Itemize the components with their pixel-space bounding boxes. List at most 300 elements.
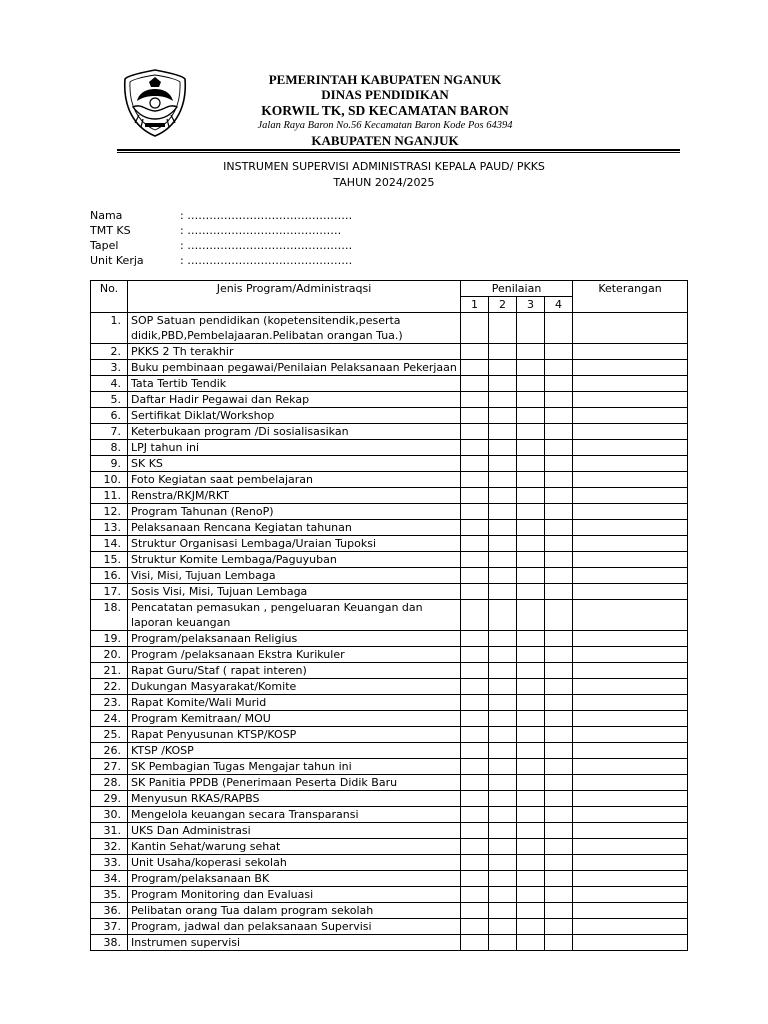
row-number: 12. <box>91 504 128 520</box>
table-row <box>91 313 688 344</box>
table-row <box>91 631 688 647</box>
score-cell-2[interactable] <box>489 568 517 584</box>
table-row <box>91 935 688 951</box>
score-cell-3[interactable] <box>517 695 545 711</box>
score-cell-1[interactable] <box>461 584 489 600</box>
row-program: Program/pelaksanaan Religius <box>128 631 461 647</box>
keterangan-cell[interactable] <box>573 807 688 823</box>
score-cell-2[interactable] <box>489 903 517 919</box>
row-program: Rapat Penyusunan KTSP/KOSP <box>128 727 461 743</box>
score-cell-2[interactable] <box>489 839 517 855</box>
table-row <box>91 344 688 360</box>
table-row <box>91 743 688 759</box>
score-cell-1[interactable] <box>461 456 489 472</box>
row-program: Sosis Visi, Misi, Tujuan Lembaga <box>128 584 461 600</box>
score-cell-1[interactable] <box>461 631 489 647</box>
keterangan-cell[interactable] <box>573 504 688 520</box>
score-cell-3[interactable] <box>517 919 545 935</box>
row-program: Struktur Organisasi Lembaga/Uraian Tupoksi <box>128 536 461 552</box>
score-cell-2[interactable] <box>489 791 517 807</box>
row-number: 5. <box>91 392 128 408</box>
table-row <box>91 552 688 568</box>
score-cell-3[interactable] <box>517 631 545 647</box>
row-program: Program Kemitraan/ MOU <box>128 711 461 727</box>
keterangan-cell[interactable] <box>573 600 688 631</box>
score-cell-2[interactable] <box>489 855 517 871</box>
row-number: 24. <box>91 711 128 727</box>
score-cell-4[interactable] <box>545 472 573 488</box>
score-cell-2[interactable] <box>489 584 517 600</box>
field-blank: : ……………………………………… <box>180 209 353 222</box>
row-number: 17. <box>91 584 128 600</box>
keterangan-cell[interactable] <box>573 791 688 807</box>
score-cell-1[interactable] <box>461 313 489 344</box>
score-cell-2[interactable] <box>489 679 517 695</box>
score-cell-1[interactable] <box>461 759 489 775</box>
table-header-row <box>91 281 688 297</box>
field-label: Unit Kerja <box>90 254 144 267</box>
score-cell-3[interactable] <box>517 536 545 552</box>
keterangan-cell[interactable] <box>573 392 688 408</box>
row-program: Menyusun RKAS/RAPBS <box>128 791 461 807</box>
row-number: 20. <box>91 647 128 663</box>
row-program: Pelibatan orang Tua dalam program sekolah <box>128 903 461 919</box>
score-cell-2[interactable] <box>489 695 517 711</box>
row-program: Dukungan Masyarakat/Komite <box>128 679 461 695</box>
row-number: 28. <box>91 775 128 791</box>
keterangan-cell[interactable] <box>573 775 688 791</box>
score-cell-1[interactable] <box>461 376 489 392</box>
table-row <box>91 647 688 663</box>
score-cell-4[interactable] <box>545 344 573 360</box>
score-cell-2[interactable] <box>489 935 517 951</box>
score-cell-2[interactable] <box>489 807 517 823</box>
score-cell-4[interactable] <box>545 775 573 791</box>
score-cell-2[interactable] <box>489 775 517 791</box>
score-cell-4[interactable] <box>545 631 573 647</box>
score-cell-2[interactable] <box>489 344 517 360</box>
row-program: Kantin Sehat/warung sehat <box>128 839 461 855</box>
table-row <box>91 424 688 440</box>
keterangan-cell[interactable] <box>573 488 688 504</box>
score-cell-1[interactable] <box>461 727 489 743</box>
table-row <box>91 504 688 520</box>
row-number: 8. <box>91 440 128 456</box>
score-cell-4[interactable] <box>545 313 573 344</box>
score-cell-4[interactable] <box>545 536 573 552</box>
row-number: 34. <box>91 871 128 887</box>
score-cell-3[interactable] <box>517 711 545 727</box>
score-cell-3[interactable] <box>517 791 545 807</box>
score-cell-2[interactable] <box>489 600 517 631</box>
score-cell-3[interactable] <box>517 775 545 791</box>
keterangan-cell[interactable] <box>573 376 688 392</box>
score-cell-1[interactable] <box>461 807 489 823</box>
document-year: TAHUN 2024/2025 <box>333 176 435 189</box>
letterhead <box>200 72 570 148</box>
score-cell-1[interactable] <box>461 408 489 424</box>
score-cell-4[interactable] <box>545 376 573 392</box>
score-cell-1[interactable] <box>461 903 489 919</box>
table-row <box>91 663 688 679</box>
keterangan-cell[interactable] <box>573 472 688 488</box>
field-nama <box>90 208 352 223</box>
row-program: Tata Tertib Tendik <box>128 376 461 392</box>
score-cell-2[interactable] <box>489 919 517 935</box>
score-cell-3[interactable] <box>517 360 545 376</box>
row-number: 25. <box>91 727 128 743</box>
table-row <box>91 408 688 424</box>
score-cell-1[interactable] <box>461 520 489 536</box>
score-cell-2[interactable] <box>489 631 517 647</box>
row-number: 30. <box>91 807 128 823</box>
score-cell-3[interactable] <box>517 903 545 919</box>
row-program: Program /pelaksanaan Ekstra Kurikuler <box>128 647 461 663</box>
score-cell-2[interactable] <box>489 488 517 504</box>
score-cell-4[interactable] <box>545 791 573 807</box>
score-cell-4[interactable] <box>545 759 573 775</box>
score-cell-2[interactable] <box>489 663 517 679</box>
row-program: Foto Kegiatan saat pembelajaran <box>128 472 461 488</box>
header-keterangan: Keterangan <box>573 281 688 313</box>
score-cell-3[interactable] <box>517 424 545 440</box>
table-row <box>91 711 688 727</box>
score-cell-3[interactable] <box>517 344 545 360</box>
score-cell-3[interactable] <box>517 855 545 871</box>
score-cell-2[interactable] <box>489 472 517 488</box>
table-row <box>91 775 688 791</box>
keterangan-cell[interactable] <box>573 584 688 600</box>
row-program: Sertifikat Diklat/Workshop <box>128 408 461 424</box>
score-cell-2[interactable] <box>489 440 517 456</box>
row-number: 18. <box>91 600 128 631</box>
row-program: SOP Satuan pendidikan (kopetensitendik,peserta didik,PBD,Pembelajaaran.Pelibatan orangan Tua.) <box>128 313 461 344</box>
row-program: Unit Usaha/koperasi sekolah <box>128 855 461 871</box>
score-cell-4[interactable] <box>545 408 573 424</box>
table-body <box>91 313 688 951</box>
keterangan-cell[interactable] <box>573 313 688 344</box>
score-cell-4[interactable] <box>545 360 573 376</box>
keterangan-cell[interactable] <box>573 679 688 695</box>
row-program: Program/pelaksanaan BK <box>128 871 461 887</box>
letterhead-address: Jalan Raya Baron No.56 Kecamatan Baron Kode Pos 64394 <box>257 120 513 131</box>
row-program: Program Monitoring dan Evaluasi <box>128 887 461 903</box>
score-cell-1[interactable] <box>461 552 489 568</box>
score-cell-4[interactable] <box>545 903 573 919</box>
score-cell-1[interactable] <box>461 871 489 887</box>
score-cell-3[interactable] <box>517 313 545 344</box>
score-cell-2[interactable] <box>489 456 517 472</box>
score-cell-3[interactable] <box>517 839 545 855</box>
score-cell-2[interactable] <box>489 424 517 440</box>
row-number: 6. <box>91 408 128 424</box>
score-cell-3[interactable] <box>517 440 545 456</box>
score-cell-3[interactable] <box>517 520 545 536</box>
row-number: 14. <box>91 536 128 552</box>
table-row <box>91 903 688 919</box>
keterangan-cell[interactable] <box>573 440 688 456</box>
table-row <box>91 600 688 631</box>
keterangan-cell[interactable] <box>573 695 688 711</box>
score-cell-4[interactable] <box>545 919 573 935</box>
table-row <box>91 679 688 695</box>
row-number: 36. <box>91 903 128 919</box>
keterangan-cell[interactable] <box>573 871 688 887</box>
row-program: LPJ tahun ini <box>128 440 461 456</box>
table-row <box>91 791 688 807</box>
score-cell-1[interactable] <box>461 935 489 951</box>
score-cell-4[interactable] <box>545 711 573 727</box>
row-program: SK Pembagian Tugas Mengajar tahun ini <box>128 759 461 775</box>
score-cell-2[interactable] <box>489 536 517 552</box>
row-number: 3. <box>91 360 128 376</box>
keterangan-cell[interactable] <box>573 552 688 568</box>
score-cell-3[interactable] <box>517 935 545 951</box>
row-program: Program Tahunan (RenoP) <box>128 504 461 520</box>
score-cell-2[interactable] <box>489 743 517 759</box>
score-cell-4[interactable] <box>545 392 573 408</box>
row-number: 4. <box>91 376 128 392</box>
letterhead-government: PEMERINTAH KABUPATEN NGANUK <box>268 72 502 87</box>
score-cell-2[interactable] <box>489 408 517 424</box>
row-number: 10. <box>91 472 128 488</box>
score-cell-4[interactable] <box>545 727 573 743</box>
keterangan-cell[interactable] <box>573 743 688 759</box>
score-cell-3[interactable] <box>517 488 545 504</box>
score-cell-3[interactable] <box>517 456 545 472</box>
row-program: Renstra/RKJM/RKT <box>128 488 461 504</box>
row-program: Struktur Komite Lembaga/Paguyuban <box>128 552 461 568</box>
score-cell-4[interactable] <box>545 839 573 855</box>
keterangan-cell[interactable] <box>573 855 688 871</box>
keterangan-cell[interactable] <box>573 408 688 424</box>
score-cell-4[interactable] <box>545 871 573 887</box>
keterangan-cell[interactable] <box>573 887 688 903</box>
keterangan-cell[interactable] <box>573 647 688 663</box>
table-row <box>91 919 688 935</box>
score-cell-1[interactable] <box>461 919 489 935</box>
score-cell-1[interactable] <box>461 536 489 552</box>
keterangan-cell[interactable] <box>573 568 688 584</box>
score-cell-1[interactable] <box>461 855 489 871</box>
row-number: 38. <box>91 935 128 951</box>
table-row <box>91 568 688 584</box>
score-cell-4[interactable] <box>545 823 573 839</box>
keterangan-cell[interactable] <box>573 631 688 647</box>
row-number: 13. <box>91 520 128 536</box>
row-number: 27. <box>91 759 128 775</box>
score-cell-4[interactable] <box>545 807 573 823</box>
row-program: SK Panitia PPDB (Penerimaan Peserta Didik Baru <box>128 775 461 791</box>
score-cell-2[interactable] <box>489 887 517 903</box>
score-cell-4[interactable] <box>545 743 573 759</box>
table-row <box>91 488 688 504</box>
row-program: Pelaksanaan Rencana Kegiatan tahunan <box>128 520 461 536</box>
score-cell-1[interactable] <box>461 424 489 440</box>
field-label: TMT KS <box>90 224 131 237</box>
score-cell-2[interactable] <box>489 647 517 663</box>
row-program: Buku pembinaan pegawai/Penilaian Pelaksanaan Pekerjaan <box>128 360 461 376</box>
score-cell-1[interactable] <box>461 392 489 408</box>
score-cell-4[interactable] <box>545 647 573 663</box>
score-cell-1[interactable] <box>461 791 489 807</box>
score-cell-4[interactable] <box>545 935 573 951</box>
score-cell-1[interactable] <box>461 504 489 520</box>
score-cell-4[interactable] <box>545 679 573 695</box>
keterangan-cell[interactable] <box>573 839 688 855</box>
score-cell-3[interactable] <box>517 679 545 695</box>
score-cell-1[interactable] <box>461 488 489 504</box>
score-cell-2[interactable] <box>489 520 517 536</box>
score-cell-3[interactable] <box>517 504 545 520</box>
row-number: 32. <box>91 839 128 855</box>
score-cell-1[interactable] <box>461 679 489 695</box>
table-row <box>91 392 688 408</box>
score-cell-1[interactable] <box>461 472 489 488</box>
keterangan-cell[interactable] <box>573 919 688 935</box>
row-program: Rapat Komite/Wali Murid <box>128 695 461 711</box>
score-cell-3[interactable] <box>517 871 545 887</box>
score-cell-3[interactable] <box>517 807 545 823</box>
field-blank: : ……………………………………… <box>180 239 353 252</box>
header-no: No. <box>91 281 128 313</box>
keterangan-cell[interactable] <box>573 903 688 919</box>
score-cell-3[interactable] <box>517 552 545 568</box>
score-cell-3[interactable] <box>517 759 545 775</box>
table-row <box>91 823 688 839</box>
score-cell-4[interactable] <box>545 695 573 711</box>
score-cell-4[interactable] <box>545 504 573 520</box>
keterangan-cell[interactable] <box>573 536 688 552</box>
score-cell-1[interactable] <box>461 743 489 759</box>
score-cell-2[interactable] <box>489 552 517 568</box>
row-number: 7. <box>91 424 128 440</box>
score-cell-1[interactable] <box>461 711 489 727</box>
score-cell-2[interactable] <box>489 711 517 727</box>
score-cell-1[interactable] <box>461 775 489 791</box>
score-cell-3[interactable] <box>517 887 545 903</box>
keterangan-cell[interactable] <box>573 520 688 536</box>
keterangan-cell[interactable] <box>573 823 688 839</box>
letterhead-office: KORWIL TK, SD KECAMATAN BARON <box>261 103 509 118</box>
score-cell-1[interactable] <box>461 839 489 855</box>
keterangan-cell[interactable] <box>573 663 688 679</box>
keterangan-cell[interactable] <box>573 344 688 360</box>
score-cell-3[interactable] <box>517 392 545 408</box>
score-cell-3[interactable] <box>517 584 545 600</box>
row-number: 1. <box>91 313 128 344</box>
score-cell-4[interactable] <box>545 584 573 600</box>
row-program: KTSP /KOSP <box>128 743 461 759</box>
letterhead-divider-thin <box>117 152 680 153</box>
table-row <box>91 855 688 871</box>
score-cell-2[interactable] <box>489 376 517 392</box>
score-cell-1[interactable] <box>461 695 489 711</box>
score-cell-1[interactable] <box>461 568 489 584</box>
score-cell-3[interactable] <box>517 568 545 584</box>
row-program: UKS Dan Administrasi <box>128 823 461 839</box>
score-cell-4[interactable] <box>545 855 573 871</box>
keterangan-cell[interactable] <box>573 456 688 472</box>
score-cell-4[interactable] <box>545 663 573 679</box>
score-cell-1[interactable] <box>461 887 489 903</box>
score-cell-3[interactable] <box>517 823 545 839</box>
score-cell-4[interactable] <box>545 440 573 456</box>
table-row <box>91 727 688 743</box>
identity-fields <box>90 208 352 268</box>
table-row <box>91 695 688 711</box>
score-cell-1[interactable] <box>461 344 489 360</box>
score-cell-1[interactable] <box>461 823 489 839</box>
score-cell-4[interactable] <box>545 520 573 536</box>
keterangan-cell[interactable] <box>573 935 688 951</box>
row-number: 19. <box>91 631 128 647</box>
score-cell-2[interactable] <box>489 727 517 743</box>
row-number: 2. <box>91 344 128 360</box>
keterangan-cell[interactable] <box>573 711 688 727</box>
row-number: 21. <box>91 663 128 679</box>
score-cell-4[interactable] <box>545 600 573 631</box>
keterangan-cell[interactable] <box>573 759 688 775</box>
score-cell-4[interactable] <box>545 568 573 584</box>
keterangan-cell[interactable] <box>573 360 688 376</box>
score-cell-2[interactable] <box>489 392 517 408</box>
table-row <box>91 520 688 536</box>
score-cell-1[interactable] <box>461 663 489 679</box>
score-cell-1[interactable] <box>461 647 489 663</box>
score-cell-1[interactable] <box>461 600 489 631</box>
score-cell-3[interactable] <box>517 647 545 663</box>
score-cell-4[interactable] <box>545 456 573 472</box>
score-cell-4[interactable] <box>545 488 573 504</box>
score-cell-2[interactable] <box>489 504 517 520</box>
score-cell-3[interactable] <box>517 600 545 631</box>
letterhead-divider-thick <box>117 149 680 151</box>
score-cell-3[interactable] <box>517 663 545 679</box>
row-number: 37. <box>91 919 128 935</box>
table-row <box>91 807 688 823</box>
score-cell-4[interactable] <box>545 887 573 903</box>
row-program: Daftar Hadir Pegawai dan Rekap <box>128 392 461 408</box>
score-cell-3[interactable] <box>517 376 545 392</box>
score-cell-4[interactable] <box>545 424 573 440</box>
score-cell-3[interactable] <box>517 743 545 759</box>
score-cell-1[interactable] <box>461 360 489 376</box>
score-cell-2[interactable] <box>489 871 517 887</box>
keterangan-cell[interactable] <box>573 727 688 743</box>
score-cell-3[interactable] <box>517 472 545 488</box>
regency-crest-icon <box>119 67 191 139</box>
score-cell-2[interactable] <box>489 360 517 376</box>
score-cell-2[interactable] <box>489 823 517 839</box>
row-program: Instrumen supervisi <box>128 935 461 951</box>
table-row <box>91 472 688 488</box>
table-row <box>91 839 688 855</box>
table-row <box>91 887 688 903</box>
score-cell-3[interactable] <box>517 408 545 424</box>
score-cell-3[interactable] <box>517 727 545 743</box>
field-blank: : …………………………………… <box>180 224 342 237</box>
table-row <box>91 440 688 456</box>
score-cell-2[interactable] <box>489 313 517 344</box>
score-cell-4[interactable] <box>545 552 573 568</box>
row-program: Visi, Misi, Tujuan Lembaga <box>128 568 461 584</box>
row-program: SK KS <box>128 456 461 472</box>
score-cell-1[interactable] <box>461 440 489 456</box>
row-number: 33. <box>91 855 128 871</box>
score-cell-2[interactable] <box>489 759 517 775</box>
keterangan-cell[interactable] <box>573 424 688 440</box>
